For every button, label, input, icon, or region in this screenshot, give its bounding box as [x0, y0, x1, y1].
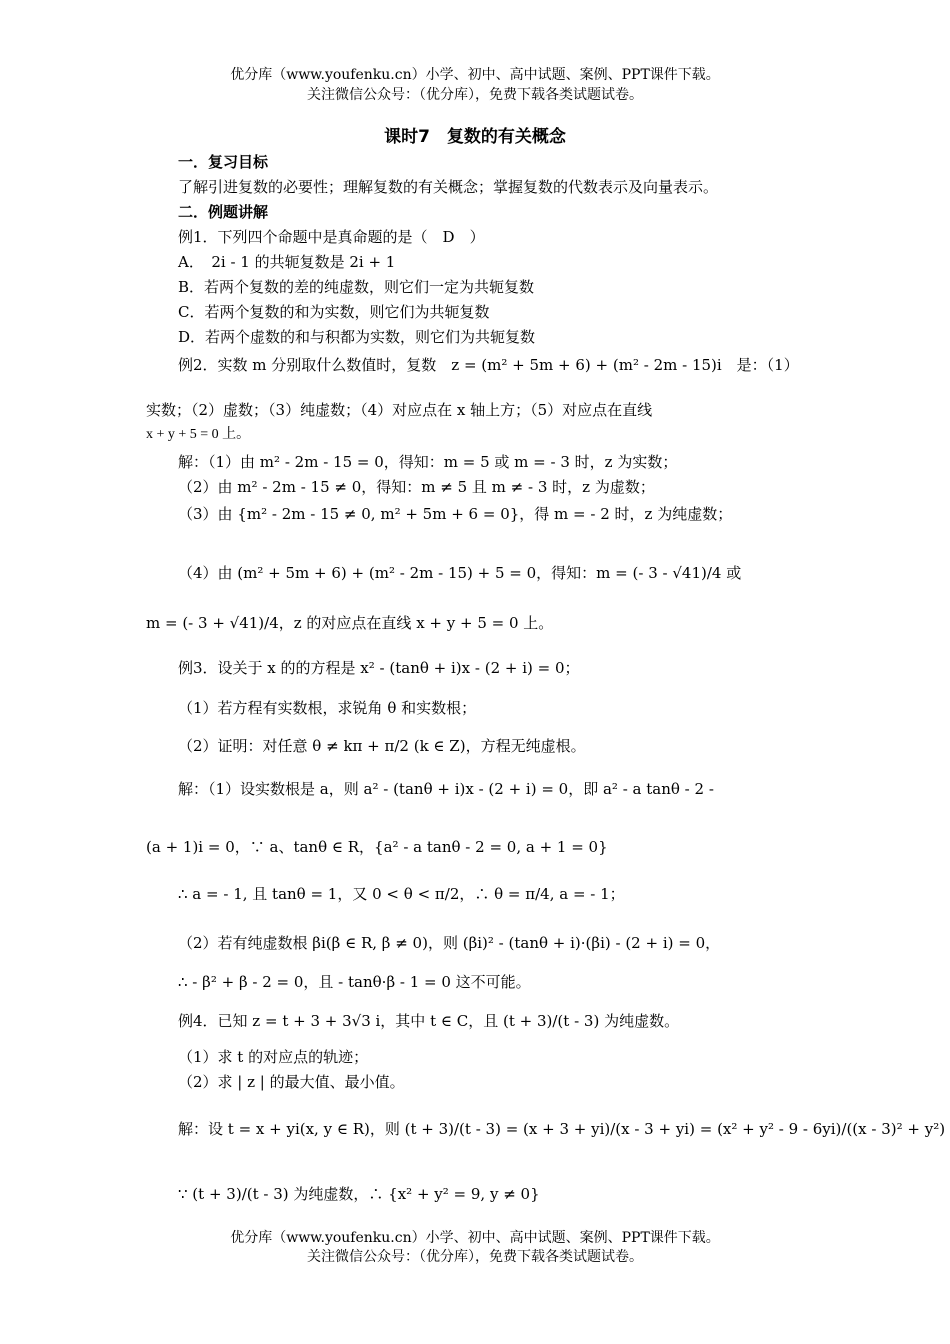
- example4-solution-1: 解：设 t = x + yi(x, y ∈ R)，则 (t + 3)/(t - 3) = (x + 3 + yi)/(x - 3 + yi) = (x² + y² - 9 - 6yi)/((x - 3)² + y²): [178, 1120, 946, 1138]
- example1-option-d: D．若两个虚数的和与积都为实数，则它们为共轭复数: [178, 328, 536, 346]
- section-heading-review-goals: 一．复习目标: [178, 153, 269, 171]
- example2-solution-4b: m = (- 3 + √41)/4，z 的对应点在直线 x + y + 5 = 0 上。: [146, 614, 554, 632]
- example1-option-c: C．若两个复数的和为实数，则它们为共轭复数: [178, 303, 490, 321]
- example4-stem: 例4．已知 z = t + 3 + 3√3 i，其中 t ∈ C，且 (t + 3)/(t - 3) 为纯虚数。: [178, 1012, 680, 1030]
- example1-stem: 例1．下列四个命题中是真命题的是（ D ）: [178, 228, 485, 246]
- example4-question-1: （1）求 t 的对应点的轨迹；: [178, 1048, 369, 1066]
- review-goals-text: 了解引进复数的必要性；理解复数的有关概念；掌握复数的代数表示及向量表示。: [178, 178, 719, 196]
- example1-option-a: A． 2i - 1 的共轭复数是 2i + 1: [178, 253, 396, 271]
- page-title: 课时7 复数的有关概念: [384, 127, 566, 147]
- example3-stem: 例3．设关于 x 的的方程是 x² - (tanθ + i)x - (2 + i) = 0；: [178, 659, 580, 677]
- example2-solution-1: 解：（1）由 m² - 2m - 15 = 0，得知：m = 5 或 m = - 3 时，z 为实数；: [178, 453, 678, 471]
- page-footer-line2: 关注微信公众号：（优分库），免费下载各类试题试卷。: [307, 1249, 643, 1265]
- example4-solution-2: ∵ (t + 3)/(t - 3) 为纯虚数，∴ {x² + y² = 9, y ≠ 0}: [178, 1185, 540, 1203]
- page-header-line1: 优分库（www.youfenku.cn）小学、初中、高中试题、案例、PPT课件下载。: [230, 67, 720, 83]
- example2-stem-line2: 实数；（2）虚数；（3）纯虚数；（4）对应点在 x 轴上方；（5）对应点在直线: [146, 401, 653, 419]
- example2-solution-3: （3）由 {m² - 2m - 15 ≠ 0, m² + 5m + 6 = 0}，得 m = - 2 时，z 为纯虚数；: [178, 505, 733, 523]
- section-heading-examples: 二．例题讲解: [178, 203, 269, 221]
- example2-solution-2: （2）由 m² - 2m - 15 ≠ 0，得知：m ≠ 5 且 m ≠ - 3 时，z 为虚数；: [178, 478, 655, 496]
- example2-stem-line3: x + y + 5 = 0 上。: [146, 427, 251, 442]
- example2-solution-4: （4）由 (m² + 5m + 6) + (m² - 2m - 15) + 5 = 0，得知：m = (- 3 - √41)/4 或: [178, 564, 742, 582]
- example3-question-1: （1）若方程有实数根，求锐角 θ 和实数根；: [178, 699, 477, 717]
- example3-solution-1: 解：（1）设实数根是 a，则 a² - (tanθ + i)x - (2 + i) = 0，即 a² - a tanθ - 2 -: [178, 780, 714, 798]
- page-footer-line1: 优分库（www.youfenku.cn）小学、初中、高中试题、案例、PPT课件下载。: [230, 1230, 720, 1246]
- page-header-line2: 关注微信公众号：（优分库），免费下载各类试题试卷。: [307, 87, 643, 103]
- example2-stem: 例2．实数 m 分别取什么数值时，复数 z = (m² + 5m + 6) + (m² - 2m - 15)i 是：（1）: [178, 356, 799, 374]
- example4-question-2: （2）求 | z | 的最大值、最小值。: [178, 1073, 405, 1091]
- example1-option-b: B．若两个复数的差的纯虚数，则它们一定为共轭复数: [178, 278, 535, 296]
- example3-solution-2b: ∴ - β² + β - 2 = 0，且 - tanθ·β - 1 = 0 这不可能。: [178, 973, 531, 991]
- example3-solution-2: （2）若有纯虚数根 βi(β ∈ R, β ≠ 0)，则 (βi)² - (tanθ + i)·(βi) - (2 + i) = 0，: [178, 934, 721, 952]
- example3-question-2: （2）证明：对任意 θ ≠ kπ + π/2 (k ∈ Z)，方程无纯虚根。: [178, 737, 586, 755]
- example3-solution-1b: (a + 1)i = 0，∵ a、tanθ ∈ R，{a² - a tanθ - 2 = 0, a + 1 = 0}: [146, 838, 608, 856]
- example3-solution-1c: ∴ a = - 1, 且 tanθ = 1，又 0 < θ < π/2，∴ θ = π/4, a = - 1；: [178, 885, 625, 903]
